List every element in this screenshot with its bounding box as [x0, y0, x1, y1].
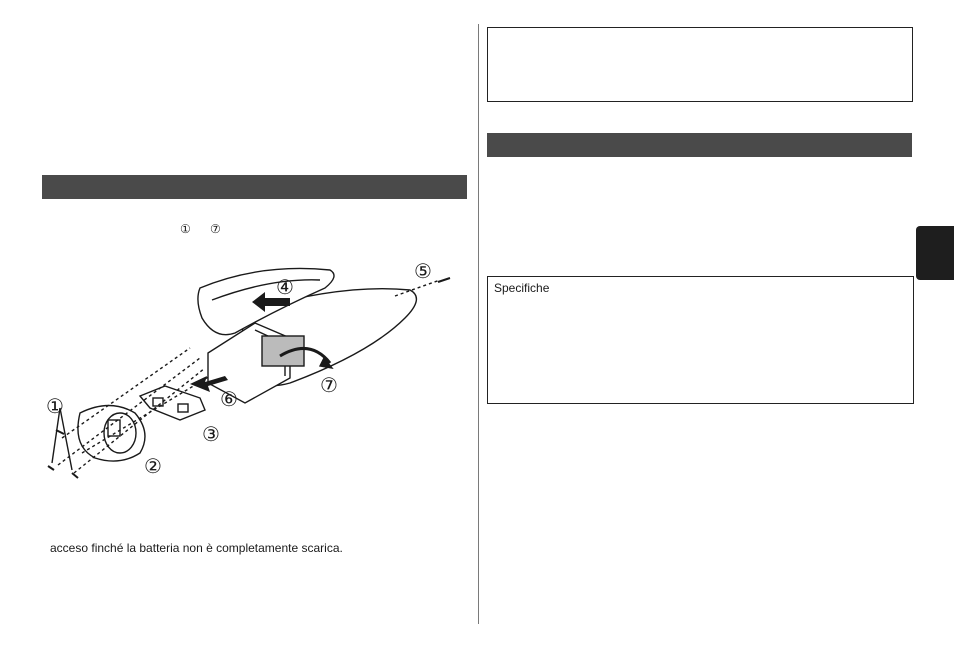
- specs-box: [487, 276, 914, 404]
- step-ref-start: ①: [180, 222, 191, 236]
- disassembly-illustration: [40, 258, 470, 488]
- callout-1: ①: [46, 396, 64, 418]
- section-header-bar: [42, 175, 467, 199]
- callout-5: ⑤: [414, 261, 432, 283]
- section-header-bar-right: [487, 133, 912, 157]
- specs-title: Specifiche: [494, 281, 550, 295]
- callout-3: ③: [202, 424, 220, 446]
- step-ref-end: ⑦: [210, 222, 221, 236]
- caption-text: acceso finché la batteria non è completamente scarica.: [50, 541, 343, 555]
- callout-7: ⑦: [320, 375, 338, 397]
- callout-6: ⑥: [220, 389, 238, 411]
- callout-4: ④: [276, 277, 294, 299]
- language-tab: [916, 226, 954, 280]
- column-divider: [478, 24, 479, 624]
- callout-2: ②: [144, 456, 162, 478]
- note-box: [487, 27, 913, 102]
